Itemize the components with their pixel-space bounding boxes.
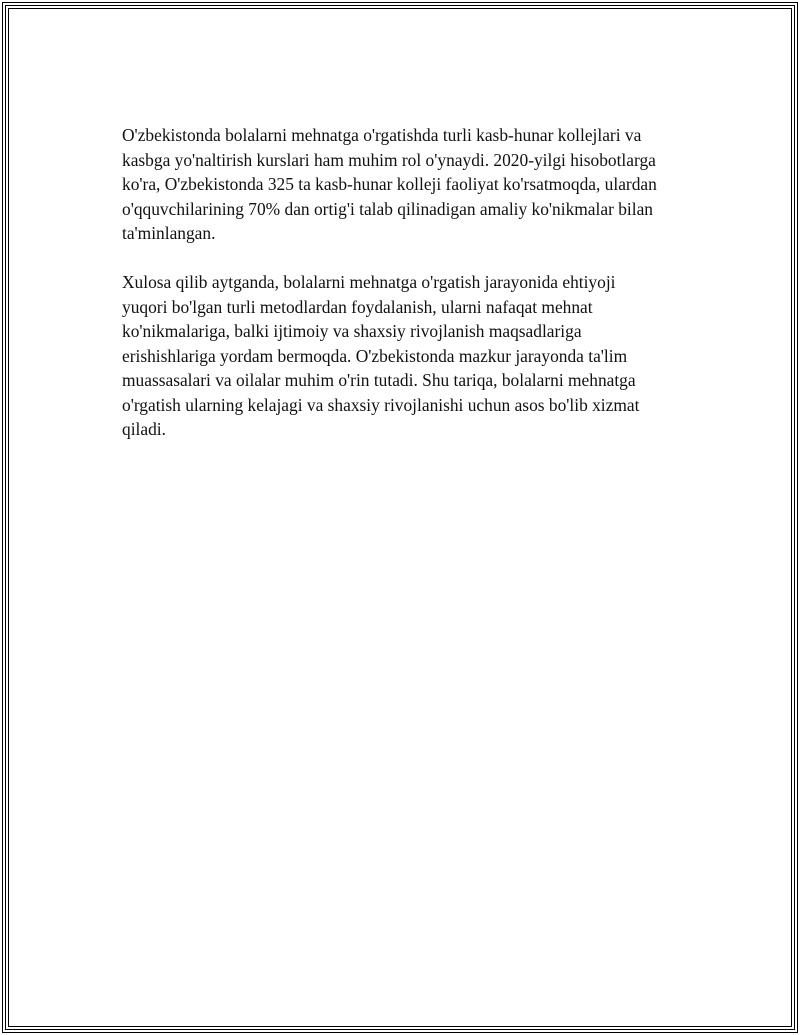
text-line: muassasalari va oilalar muhim o'rin tutadi. Shu tariqa, bolalarni mehnatga	[122, 370, 636, 390]
text-line: ta'minlangan.	[122, 223, 216, 243]
text-line: qiladi.	[122, 419, 166, 439]
paragraph-conclusion	[122, 270, 712, 442]
text-line: Xulosa qilib aytganda, bolalarni mehnatga o'rgatish jarayonida ehtiyoji	[122, 272, 616, 292]
text-line: o'rgatish ularning kelajagi va shaxsiy rivojlanishi uchun asos bo'lib xizmat	[122, 394, 640, 415]
text-line: o'qquvchilarining 70% dan ortig'i talab qilinadigan amaliy ko'nikmalar bilan	[122, 198, 653, 219]
text-line: kasbga yo'naltirish kurslari ham muhim rol o'ynaydi. 2020-yilgi hisobotlarga	[122, 149, 656, 170]
text-line: erishishlariga yordam bermoqda. O'zbekistonda mazkur jarayonda ta'lim	[122, 345, 628, 366]
paragraph-vocational-colleges	[122, 123, 712, 246]
document-page	[2, 2, 798, 1033]
text-line: yuqori bo'lgan turli metodlardan foydalanish, ularni nafaqat mehnat	[122, 296, 593, 317]
text-line: O'zbekistonda bolalarni mehnatga o'rgatishda turli kasb-hunar kollejlari va	[122, 125, 642, 145]
text-line: ko'ra, O'zbekistonda 325 ta kasb-hunar kolleji faoliyat ko'rsatmoqda, ulardan	[122, 174, 657, 194]
text-line: ko'nikmalariga, balki ijtimoiy va shaxsiy rivojlanish maqsadlariga	[122, 321, 582, 341]
document-body	[122, 123, 712, 466]
